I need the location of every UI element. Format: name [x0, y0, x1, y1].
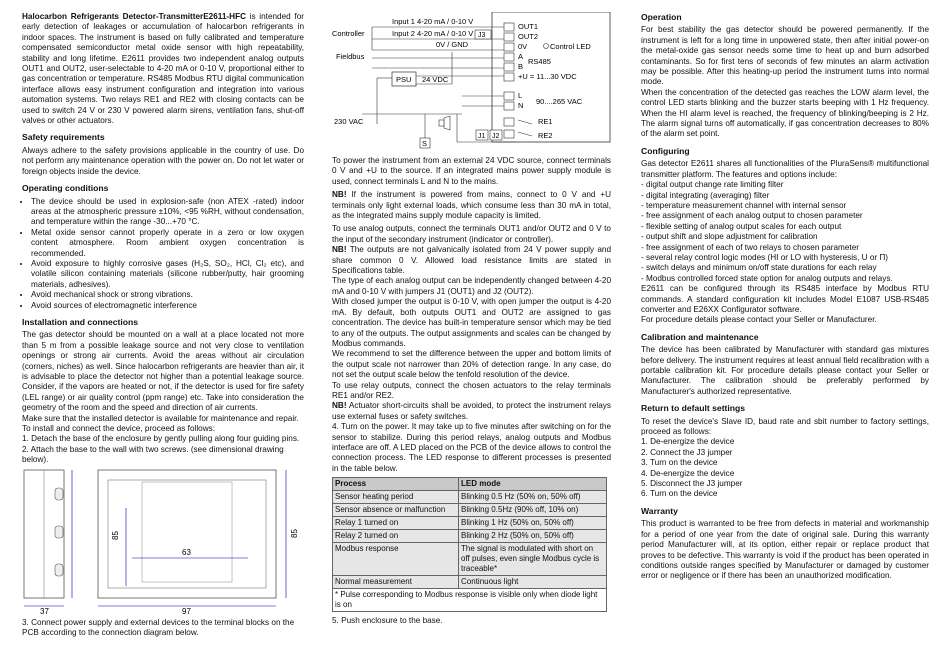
diagram-input1: Input 1 4-20 mA / 0-10 V [392, 17, 474, 26]
feature-item: - temperature measurement channel with internal sensor [641, 200, 847, 210]
table-cell: Continuous light [459, 576, 607, 589]
table-row [333, 589, 607, 612]
column-right [641, 12, 929, 585]
diagram-rs485: RS485 [528, 57, 551, 66]
feature-item: - flexible setting of analog output scales for each output [641, 221, 842, 231]
diagram-psu: PSU [396, 75, 412, 84]
feature-item: - digital output change rate limiting filter [641, 180, 784, 190]
table-header: Process [333, 478, 459, 491]
operating-item: • The device should be used in explosion-safe (non ATEX -rated) indoor areas at the atmospheric pressure ±10%, <95 %RH, without condensation, and temperature within the range -30...+70 °C. [31, 197, 304, 228]
diagram-term-a: A [518, 52, 524, 61]
dim-37: 37 [40, 606, 49, 616]
diagram-control-led: Control LED [550, 42, 591, 51]
relay-paragraph: To use relay outputs, connect the chosen actuators to the relay terminals RE1 and/or RE2. [332, 380, 611, 400]
nb-label: NB! [332, 245, 347, 255]
dim-97: 97 [182, 606, 191, 616]
diagram-out2: OUT2 [518, 32, 539, 41]
intro-title: Halocarbon Refrigerants Detector-TransmitterE2611-HFC [22, 12, 246, 21]
reset-step: 3. Turn on the device [641, 458, 718, 468]
install-heading: Installation and connections [22, 316, 139, 327]
install-line: Make sure that the installed detector is available for maintenance and repair. [22, 413, 299, 423]
jumper-paragraph: The type of each analog output can be independently changed between 4-20 mA and 0-10 V with jumpers J1 (OUT1) and J2 (OUT2). [332, 276, 611, 296]
nb-paragraph-2 [332, 245, 611, 276]
diagram-input2: Input 2 4-20 mA / 0-10 V [392, 29, 474, 38]
table-cell: Blinking 0.5 Hz (50% on, 50% off) [459, 491, 607, 504]
install-text: The gas detector should be mounted on a wall at a place located not more than 5 m from a possible leakage source and not very close to ventilation openings or strong air currents. Avoid the areas without air circulation (corners, niches) as well. Since halocarbon refrigerants are heavier than air, it is advisable to place the detector not higher than a potential leakage source. Consider, if the vapors are heated or not, if the detector is used for fire safety (LEL range) or air quality control (ppm range) etc. Take into consideration the geometry of the room and the speed and direction of air currents. [22, 330, 304, 413]
step-5: 5. Push enclosure to the base. [332, 616, 443, 626]
operating-item: • Avoid sources of electromagnetic interference [31, 301, 304, 311]
dim-85-inner: 85 [111, 530, 120, 540]
config-heading: Configuring [641, 145, 690, 156]
diagram-fieldbus: Fieldbus [336, 52, 365, 61]
led-mode-table [332, 477, 607, 612]
feature-item: - free assignment of each analog output to chosen parameter [641, 211, 863, 221]
table-cell: Sensor absence or malfunction [333, 504, 459, 517]
diagram-re1: RE1 [538, 117, 553, 126]
table-row [333, 543, 607, 576]
operating-heading: Operating conditions [22, 183, 109, 194]
diagram-term-n: N [518, 101, 524, 110]
diagram-230vac: 230 VAC [334, 117, 364, 126]
analog-paragraph: To use analog outputs, connect the terminals OUT1 and/or OUT2 and 0 V to the input of the secondary instrument (indicator or controller). [332, 224, 611, 244]
column-middle [332, 12, 611, 630]
nb-paragraph-3 [332, 401, 611, 422]
diagram-j1: J1 [478, 133, 486, 140]
table-cell: Sensor heating period [333, 491, 459, 504]
intro-text: is intended for early detection of leakages or accumulation of halocarbon refrigerants in indoor spaces. The instrument is based on fully calibrated and temperature compensated semiconductor metal oxide sensor with high repeatability, stability and long lifetime. E2611 provides two independent analog outputs OUT1 and OUT2, user-selectable to 4-20 mA or 0-10 V, proportional either to gas concentration or temperature. RS485 Modbus RTU digital communication interface allows easy instrument configuration and integration into various automation systems. Two relays RE1 and RE2 with closing contacts can be used to switch 24 V or 230 V powered alarm sirens, ventilation fans, shut-off valves or other actuators. [22, 12, 304, 126]
diagram-gnd: 0V / GND [436, 40, 469, 49]
step-4: 4. Turn on the power. It may take up to five minutes after switching on for the sensor to stabilize. During this period relays, analog outputs and Modbus interface are off. A LED placed on the PCB of the device allows to control the connection process. The LED response to different processes is presented in the table below. [332, 422, 611, 473]
install-line: 2. Attach the base to the wall with two screws. (see dimensional drawing below). [22, 444, 284, 465]
warranty-heading: Warranty [641, 505, 678, 516]
install-steps [22, 414, 304, 466]
reset-step: 1. De-energize the device [641, 437, 735, 447]
warranty-paragraph: This product is warranted to be free from defects in material and workmanship for a period of one year from the date of original sale. During this warranty period Manufacturer will, at its option, either repair or replace product that proves to be defective. This warranty is void if the product has been operated in conditions outside ranges specified by Manufacturer or damaged by customer error or negligence or if there has been an unauthorized modification. [641, 519, 929, 581]
config-paragraph: For procedure details please contact your Seller or Manufacturer. [641, 315, 877, 325]
install-line: 1. Detach the base of the enclosure by gently pulling along four guiding pins. [22, 434, 300, 444]
operating-item: • Avoid exposure to highly corrosive gases (H₂S, SO₂, HCl, Cl₂ etc), and volatile silicon containing materials (silicone rubber/putty, hair grooming materials, adhesives). [31, 259, 304, 290]
operation-paragraph: When the concentration of the detected gas reaches the LOW alarm level, the control LED starts blinking and the buzzer starts beeping with 1 Hz frequency. When the HI alarm level is reached, the frequency of blinking/beeping is 2 Hz. The alarm signal turns off automatically, if gas concentration decreases to 80% of the alarm set point. [641, 87, 929, 139]
reset-steps [641, 437, 929, 499]
table-row [333, 576, 607, 589]
diagram-vac-range: 90....265 VAC [536, 97, 583, 106]
nb-text: If the instrument is powered from mains, connect to 0 V and +U terminals only light external loads, which consume less than 30 mA in total, as the integrated mains supply module capacity is limited. [332, 190, 611, 221]
table-row [333, 530, 607, 543]
dim-85-outer: 85 [290, 528, 299, 538]
calibration-heading: Calibration and maintenance [641, 331, 759, 342]
nb-text: The outputs are not galvanically isolated from 24 V power supply and share common 0 V. Allowed load resistance limits are stated in Specifications table. [332, 245, 611, 276]
nb-paragraph-1 [332, 190, 611, 221]
operating-list [22, 197, 304, 311]
dim-63: 63 [182, 547, 191, 557]
reset-step: 2. Connect the J3 jumper [641, 447, 733, 457]
feature-item: - free assignment of each of two relays to chosen parameter [641, 242, 859, 252]
feature-item: - several relay control logic modes (HI or LO with hysteresis, U or П) [641, 252, 889, 262]
feature-item: - digital integrating (averaging) filter [641, 190, 770, 200]
step-3: 3. Connect power supply and external devices to the terminal blocks on the PCB according to the connection diagram below. [22, 617, 295, 638]
install-line: To install and connect the device, proceed as follows: [22, 424, 215, 434]
table-footnote: * Pulse corresponding to Modbus response is visible only when diode light is on [333, 589, 607, 612]
table-row [333, 517, 607, 530]
operation-heading: Operation [641, 12, 682, 22]
table-cell: Normal measurement [333, 576, 459, 589]
intro-paragraph [22, 12, 304, 126]
reset-step: 5. Disconnect the J3 jumper [641, 479, 743, 489]
safety-heading: Safety requirements [22, 132, 105, 143]
diagram-s: S [422, 139, 428, 148]
diagram-0v: 0V [518, 42, 528, 51]
output-paragraph: With closed jumper the output is 0-10 V, with open jumper the output is 4-20 mA. By default, both outputs OUT1 and OUT2 are assigned to gas concentration. The device has built-in temperature sensor which may be tied to any of the outputs. The output assignments and scales can be changed by Modbus commands. [332, 297, 611, 348]
table-header: LED mode [459, 478, 607, 491]
table-row [333, 491, 607, 504]
diagram-out1: OUT1 [518, 22, 539, 31]
table-cell: Modbus response [333, 543, 459, 576]
diagram-plus-u: +U = 11...30 VDC [518, 72, 577, 81]
config-features [641, 180, 929, 284]
dimensional-drawing [22, 468, 304, 618]
table-cell: The signal is modulated with short on off pulses, even single Modbus cycle is traceable* [459, 543, 607, 576]
safety-text: Always adhere to the safety provisions applicable in the country of use. Do not perform any maintenance operation with the power on. Do not let water or foreign objects inside the device. [22, 145, 304, 176]
reset-paragraph: To reset the device's Slave ID, baud rate and sbit number to factory settings, proceed as follows: [641, 416, 929, 437]
nb-label: NB! [332, 190, 347, 200]
feature-item: - Modbus controlled forced state option for analog outputs and relays. [641, 273, 893, 283]
feature-item: - output shift and slope adjustment for calibration [641, 232, 818, 242]
nb-text: Actuator short-circuits shall be avoided, to protect the instrument relays use external fuses or safety switches. [332, 401, 611, 421]
diagram-24vdc: 24 VDC [422, 75, 449, 84]
calibration-paragraph: The device has been calibrated by Manufacturer with standard gas mixtures before delivery. The instrument requires at least annual field recalibration with a portable calibration kit. For procedure details please contact your Seller or Manufacturer. The calibration should be preferably performed by Manufacturer's authorized representative. [641, 345, 929, 396]
diagram-j3: J3 [478, 32, 486, 39]
feature-item: - switch delays and minimum on/off state durations for each relay [641, 263, 877, 273]
diagram-j2: J2 [492, 133, 500, 140]
reset-step: 6. Turn on the device [641, 489, 718, 499]
reset-step: 4. De-energize the device [641, 468, 735, 478]
table-cell: Blinking 1 Hz (50% on, 50% off) [459, 517, 607, 530]
config-paragraph: E2611 can be configured through its RS485 interface by Modbus RTU commands. A standard configuration kit includes Model E1087 USB-RS485 converter and E26XX Configurator software. [641, 284, 929, 314]
operation-paragraph: For best stability the gas detector should be powered permanently. If the instrument is left for a long time in unpowered state, then after initial power-on the metal-oxide gas sensor needs some time to heat up and burn adsorbed contaminants. So for first tens of seconds of few minutes an alarm activation may be possible. After this heating-up period the instrument turns into normal mode. [641, 25, 929, 87]
column-left [22, 12, 304, 641]
operating-item: • Metal oxide sensor cannot properly operate in a zero or low oxygen content atmosphere. Room ambient oxygen concentration is recommended. [31, 228, 304, 259]
nb-label: NB! [332, 401, 347, 411]
table-row [333, 504, 607, 517]
table-cell: Blinking 2 Hz (50% on, 50% off) [459, 530, 607, 543]
diagram-term-l: L [518, 91, 523, 100]
connection-diagram [332, 12, 611, 152]
power-paragraph: To power the instrument from an external 24 VDC source, connect terminals 0 V and +U to the source. If an integrated mains power supply module is used, connect terminals L and N to the mains. [332, 156, 611, 186]
table-cell: Blinking 0.5Hz (90% off, 10% on) [459, 504, 607, 517]
config-paragraph: Gas detector E2611 shares all functionalities of the PluraSens® multifunctional transmitter platform. The features and options include: [641, 159, 929, 179]
scale-paragraph: We recommend to set the difference between the upper and bottom limits of the output scale not narrower than 20% of detection range. In any case, do not set the output scale below the tenfold resolution of the device. [332, 349, 611, 380]
diagram-term-b: B [518, 62, 524, 71]
table-cell: Relay 1 turned on [333, 517, 459, 530]
diagram-re2: RE2 [538, 131, 553, 140]
operating-item: • Avoid mechanical shock or strong vibrations. [31, 290, 304, 300]
reset-heading: Return to default settings [641, 403, 746, 414]
diagram-controller: Controller [332, 29, 365, 38]
table-cell: Relay 2 turned on [333, 530, 459, 543]
